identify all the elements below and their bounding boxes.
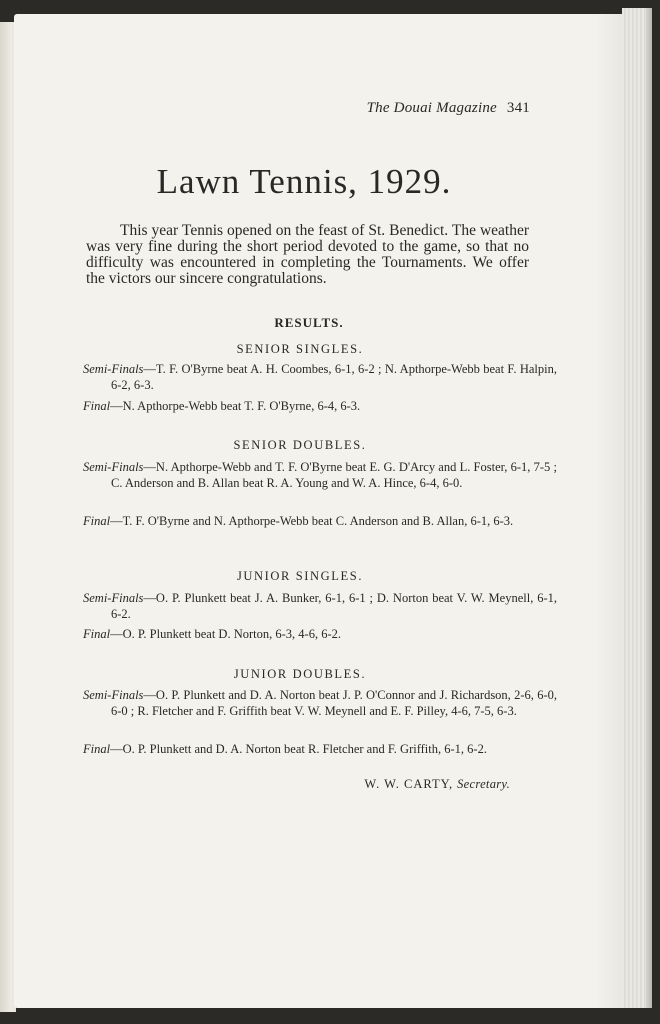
entry-label: Final <box>83 627 111 641</box>
article-title: Lawn Tennis, 1929. <box>156 162 452 201</box>
junior-doubles-semi-finals <box>83 688 557 719</box>
entry-text: —O. P. Plunkett and D. A. Norton beat J. P. O'Connor and J. Richardson, 2-6, 6-0, 6-0 ; R. Fletcher and F. Griffith beat V. W. Meynell and E. F. Pilley, 4-6, 7-5, 6-3. <box>111 688 557 718</box>
entry-text: —T. F. O'Byrne and N. Apthorpe-Webb beat C. Anderson and B. Allan, 6-1, 6-3. <box>110 514 514 528</box>
intro-paragraph: This year Tennis opened on the feast of St. Benedict. The weather was very fine during the short period devoted to the game, so that no difficulty was encountered in completing the Tournaments. We offer the victors our sincere congratulations. <box>86 222 529 287</box>
entry-label: Final <box>83 399 111 413</box>
signature-name: W. W. CARTY, <box>364 777 454 791</box>
entry-label: Semi-Finals <box>83 362 144 376</box>
junior-singles-semi-finals <box>83 591 557 622</box>
entry-text: —T. F. O'Byrne beat A. H. Coombes, 6-1, 6-2 ; N. Apthorpe-Webb beat F. Halpin, 6-2, 6-3. <box>111 362 557 392</box>
section-heading-junior-singles: JUNIOR SINGLES. <box>236 569 364 583</box>
section-heading-senior-singles: SENIOR SINGLES. <box>236 342 364 356</box>
junior-singles-final <box>83 627 557 643</box>
senior-doubles-final <box>83 514 557 530</box>
entry-label: Semi-Finals <box>83 591 144 605</box>
section-heading-senior-doubles: SENIOR DOUBLES. <box>233 438 367 452</box>
entry-text: —O. P. Plunkett beat J. A. Bunker, 6-1, 6-1 ; D. Norton beat V. W. Meynell, 6-1, 6-2. <box>111 591 557 621</box>
senior-doubles-semi-finals <box>83 460 557 491</box>
signature <box>364 777 510 792</box>
senior-singles-final <box>83 399 557 415</box>
page-stack-edge <box>622 8 652 1008</box>
signature-role: Secretary. <box>457 777 510 791</box>
running-header <box>367 100 530 117</box>
entry-text: —O. P. Plunkett and D. A. Norton beat R. Fletcher and F. Griffith, 6-1, 6-2. <box>110 742 487 756</box>
results-heading: RESULTS. <box>274 315 344 330</box>
entry-text: —N. Apthorpe-Webb and T. F. O'Byrne beat E. G. D'Arcy and L. Foster, 6-1, 7-5 ; C. Anderson and B. Allan beat R. A. Young and W. A. Hince, 6-4, 6-0. <box>111 460 557 490</box>
section-heading-junior-doubles: JUNIOR DOUBLES. <box>233 667 367 681</box>
junior-doubles-final <box>83 742 557 758</box>
entry-text: —N. Apthorpe-Webb beat T. F. O'Byrne, 6-4, 6-3. <box>110 399 361 413</box>
entry-label: Final <box>83 514 111 528</box>
journal-title: The Douai Magazine <box>366 100 497 116</box>
entry-text: —O. P. Plunkett beat D. Norton, 6-3, 4-6, 6-2. <box>110 627 341 641</box>
entry-label: Semi-Finals <box>83 460 144 474</box>
senior-singles-semi-finals <box>83 362 557 393</box>
entry-label: Semi-Finals <box>83 688 144 702</box>
page-number: 341 <box>506 100 530 116</box>
entry-label: Final <box>83 742 111 756</box>
